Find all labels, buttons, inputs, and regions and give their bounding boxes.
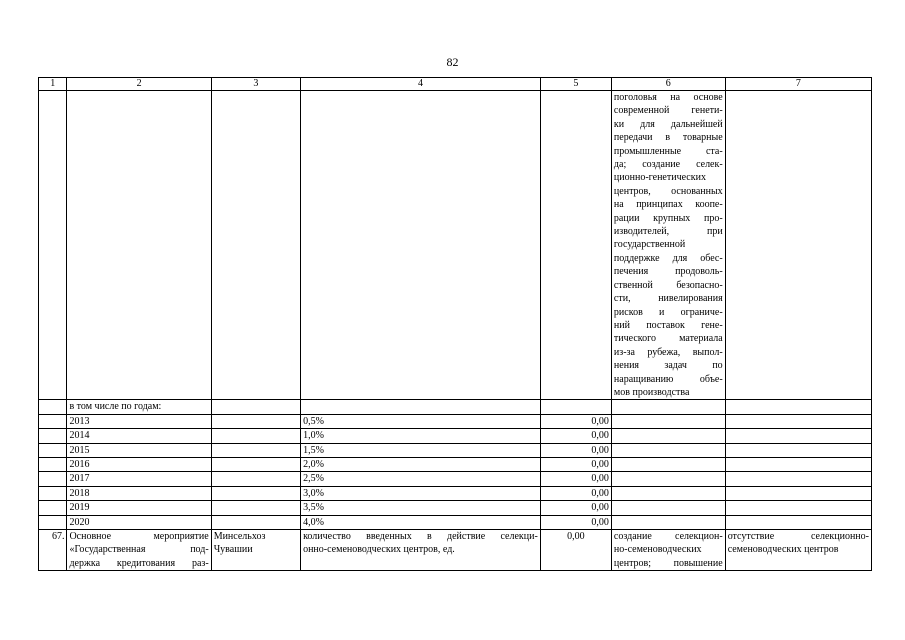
consequence-cell	[725, 530, 871, 571]
table-cell	[211, 515, 300, 529]
year-row	[39, 486, 872, 500]
year-row	[39, 457, 872, 471]
text-line: Чувашии	[213, 544, 253, 556]
text-line: но-семеноводческих	[613, 544, 702, 556]
header-cell: 3	[211, 78, 300, 91]
table-cell	[39, 400, 67, 414]
row-number: 67.	[39, 530, 67, 571]
table-cell	[67, 91, 211, 400]
table-cell	[211, 457, 300, 471]
text-line: сти, нивелирования	[613, 293, 723, 305]
table-cell	[611, 457, 725, 471]
percent-cell: 4,0%	[301, 515, 541, 529]
year-row	[39, 429, 872, 443]
text-line: семеноводческих центров	[727, 544, 839, 556]
percent-cell: 3,0%	[301, 486, 541, 500]
table-cell	[540, 400, 611, 414]
text-line: государственной	[613, 239, 686, 251]
text-line: онно-семеноводческих центров, ед.	[303, 544, 455, 556]
table-cell	[725, 414, 871, 428]
text-line: из-за рубежа, выпол-	[613, 346, 723, 358]
year-row	[39, 472, 872, 486]
percent-cell: 1,5%	[301, 443, 541, 457]
table-cell	[611, 400, 725, 414]
year-cell: 2016	[67, 457, 211, 471]
percent-cell: 2,5%	[301, 472, 541, 486]
text-line: нения задач по	[613, 360, 723, 372]
table-cell	[725, 472, 871, 486]
text-line: рации крупных про-	[613, 212, 723, 224]
header-cell: 6	[611, 78, 725, 91]
value-cell: 0,00	[540, 472, 611, 486]
table-cell	[211, 472, 300, 486]
year-cell: 2013	[67, 414, 211, 428]
year-row	[39, 443, 872, 457]
percent-cell: 1,0%	[301, 429, 541, 443]
percent-cell: 3,5%	[301, 501, 541, 515]
text-line: рисков и ограниче-	[613, 306, 723, 318]
table-cell	[39, 457, 67, 471]
table-cell	[39, 414, 67, 428]
table-cell	[211, 486, 300, 500]
text-line: Минсельхоз	[213, 531, 266, 542]
table-cell	[725, 400, 871, 414]
table-cell	[39, 91, 67, 400]
table-cell	[301, 400, 541, 414]
program-table	[38, 77, 872, 571]
text-line: да; создание селек-	[613, 159, 723, 171]
table-cell	[725, 91, 871, 400]
text-line: современной генети-	[613, 105, 723, 117]
table-cell	[540, 91, 611, 400]
text-line: Основное мероприятие	[69, 531, 209, 542]
header-cell: 1	[39, 78, 67, 91]
header-cell: 5	[540, 78, 611, 91]
table-cell	[725, 429, 871, 443]
year-row	[39, 501, 872, 515]
year-cell: 2018	[67, 486, 211, 500]
year-cell: 2015	[67, 443, 211, 457]
activity-cell	[67, 530, 211, 571]
text-line: поголовья на основе	[613, 92, 723, 103]
table-cell	[211, 400, 300, 414]
text-line: промышленные ста-	[613, 145, 723, 157]
text-line: на принципах коопе-	[613, 199, 723, 211]
table-cell	[611, 443, 725, 457]
year-row	[39, 414, 872, 428]
year-cell: 2019	[67, 501, 211, 515]
table-cell	[39, 515, 67, 529]
text-line: «Государственная под-	[69, 544, 209, 556]
table-cell	[211, 429, 300, 443]
table-cell	[211, 414, 300, 428]
table-cell	[39, 501, 67, 515]
value-cell: 0,00	[540, 501, 611, 515]
header-cell: 2	[67, 78, 211, 91]
value-cell: 0,00	[540, 429, 611, 443]
indicator-cell	[301, 530, 541, 571]
table-cell	[725, 457, 871, 471]
value-cell: 0,00	[540, 443, 611, 457]
text-line: мов производства	[613, 386, 690, 398]
table-cell	[725, 515, 871, 529]
table-cell	[211, 443, 300, 457]
year-cell: 2017	[67, 472, 211, 486]
text-line: наращиванию объе-	[613, 373, 723, 385]
table-cell	[39, 443, 67, 457]
text-line: количество введенных в действие селекци-	[303, 531, 538, 542]
value-cell: 0,00	[540, 457, 611, 471]
table-cell	[39, 429, 67, 443]
by-years-row	[39, 400, 872, 414]
table-cell	[611, 472, 725, 486]
text-line: отсутствие селекционно-	[727, 531, 869, 542]
text-line: ки для дальнейшей	[613, 118, 723, 130]
table-cell	[211, 501, 300, 515]
text-line: ционно-генетических	[613, 172, 706, 184]
text-line: поддержке для обес-	[613, 252, 723, 264]
text-line: изводителей, при	[613, 226, 723, 238]
header-row	[39, 78, 872, 91]
table-cell	[725, 443, 871, 457]
table-cell	[39, 486, 67, 500]
text-line: центров, основанных	[613, 185, 723, 197]
row-67	[39, 530, 872, 571]
value-cell: 0,00	[540, 515, 611, 529]
by-years-label: в том числе по годам:	[67, 400, 211, 414]
year-cell: 2014	[67, 429, 211, 443]
table-cell	[39, 472, 67, 486]
text-line: тического материала	[613, 333, 723, 345]
table-cell	[611, 501, 725, 515]
text-line: центров; повышение	[613, 557, 723, 569]
executor-cell	[211, 530, 300, 571]
year-cell: 2020	[67, 515, 211, 529]
text-line: передачи в товарные	[613, 132, 723, 144]
table-cell	[301, 91, 541, 400]
value-cell: 0,00	[540, 486, 611, 500]
result-cell	[611, 530, 725, 571]
table-cell	[611, 486, 725, 500]
page-number: 82	[446, 55, 459, 69]
text-line: ний поставок гене-	[613, 319, 723, 331]
table-cell	[725, 501, 871, 515]
text-line: печения продоволь-	[613, 266, 723, 278]
text-line: ственной безопасно-	[613, 279, 723, 291]
header-cell: 7	[725, 78, 871, 91]
table-cell	[725, 486, 871, 500]
result-text-cell	[611, 91, 725, 400]
table-cell	[611, 429, 725, 443]
table-cell	[611, 414, 725, 428]
continuation-row	[39, 91, 872, 400]
percent-cell: 0,5%	[301, 414, 541, 428]
table-cell	[211, 91, 300, 400]
percent-cell: 2,0%	[301, 457, 541, 471]
value-cell: 0,00	[540, 414, 611, 428]
year-row	[39, 515, 872, 529]
value-cell: 0,00	[540, 530, 611, 571]
header-cell: 4	[301, 78, 541, 91]
table-cell	[611, 515, 725, 529]
text-line: держка кредитования раз-	[69, 557, 209, 569]
text-line: создание селекцион-	[613, 531, 723, 542]
